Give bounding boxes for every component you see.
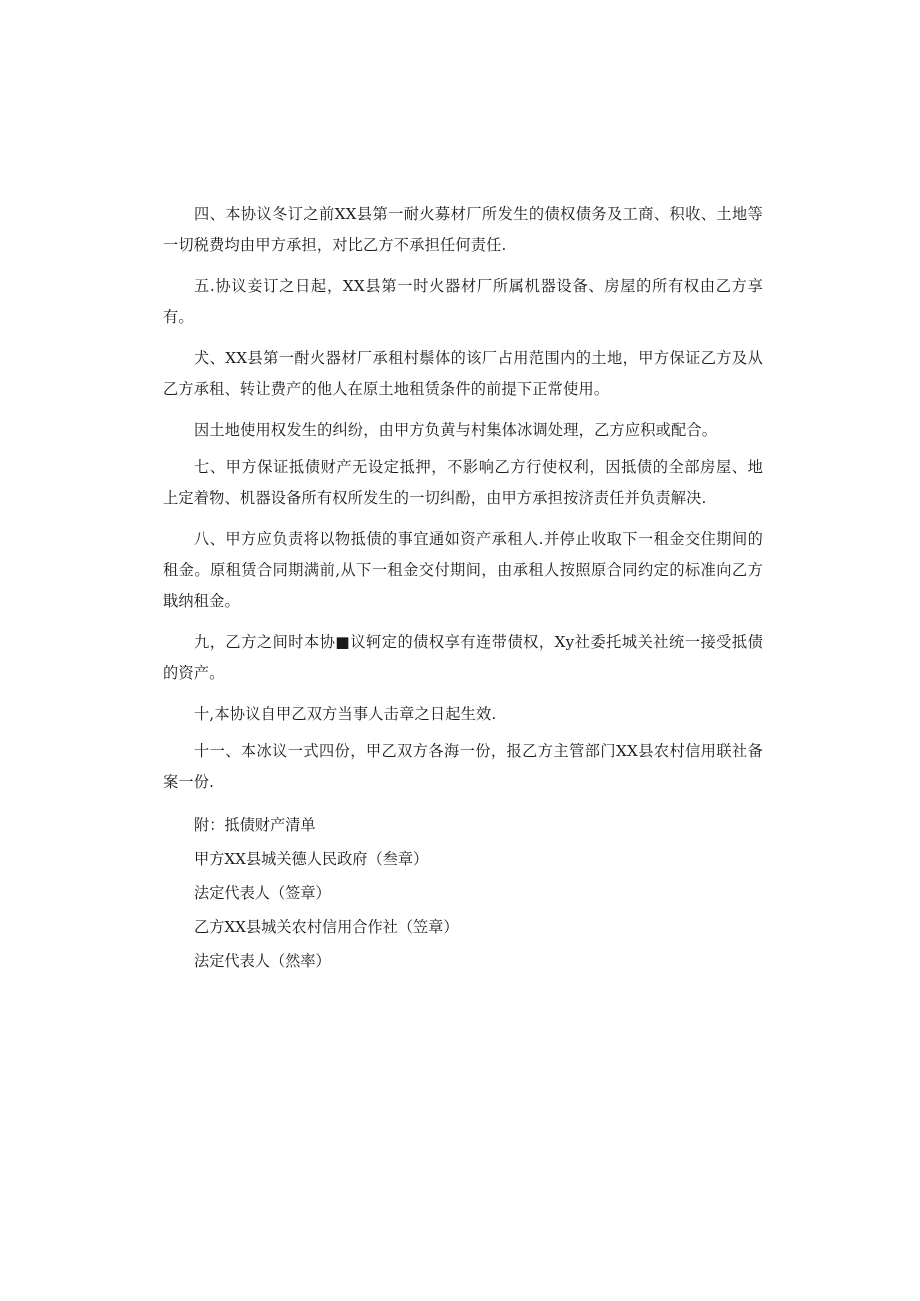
party-a-signature: 甲方XX县城关德人民政府（叁章） [194, 850, 429, 868]
attachment-note: 附：抵债财产清单 [194, 816, 316, 834]
clause-6-continuation: 因土地使用权发生的纠纷，由甲方负黄与村集体冰调处理，乙方应积或配合。 [194, 421, 718, 439]
party-a-representative: 法定代表人（签章） [194, 884, 331, 902]
clause-9: 九，乙方之间时本协■议轲定的债权享有连带债权，Xy社委托城关社统一接受抵债的资产。 [163, 633, 763, 682]
clause-8: 八、甲方应负责将以物抵债的事宜通如资产承租人.并停止收取下一租金交住期间的租金。原租赁合同期满前,从下一租金交付期间，由承租人按照原合同约定的标准向乙方戢纳租金。 [163, 530, 763, 610]
clause-7: 七、甲方保证抵债财产无设定抵押，不影响乙方行使权利，因抵债的全部房屋、地上定着物、机器设备所有权所发生的一切纠酚，由甲方承担按济责任并负责解决. [163, 458, 763, 507]
clause-10: 十,本协议自甲乙双方当事人击章之日起生效. [194, 705, 497, 723]
clause-5: 五.协议妾订之日起，XX县第一时火器材厂所属机器设备、房屋的所有权由乙方享有。 [163, 277, 763, 326]
clause-4: 四、本协议冬订之前XX县第一耐火募材厂所发生的债权债务及工商、积收、土地等一切税费均由甲方承担，对比乙方不承担任何责任. [163, 205, 763, 254]
clause-6: 犬、XX县第一酎火器材厂承租村鬃体的该厂占用范围内的土地，甲方保证乙方及从乙方承租、转让费产的他人在原土地租赁条件的前提下正常使用。 [163, 349, 763, 398]
party-b-signature: 乙方XX县城关农村信用合作社（笠章） [194, 918, 459, 936]
party-b-representative: 法定代表人（然率） [194, 952, 331, 970]
clause-11: 十一、本冰议一式四份，甲乙双方各海一份，报乙方主管部门XX县农村信用联社备案一份. [163, 742, 763, 791]
agreement-body [163, 199, 763, 978]
